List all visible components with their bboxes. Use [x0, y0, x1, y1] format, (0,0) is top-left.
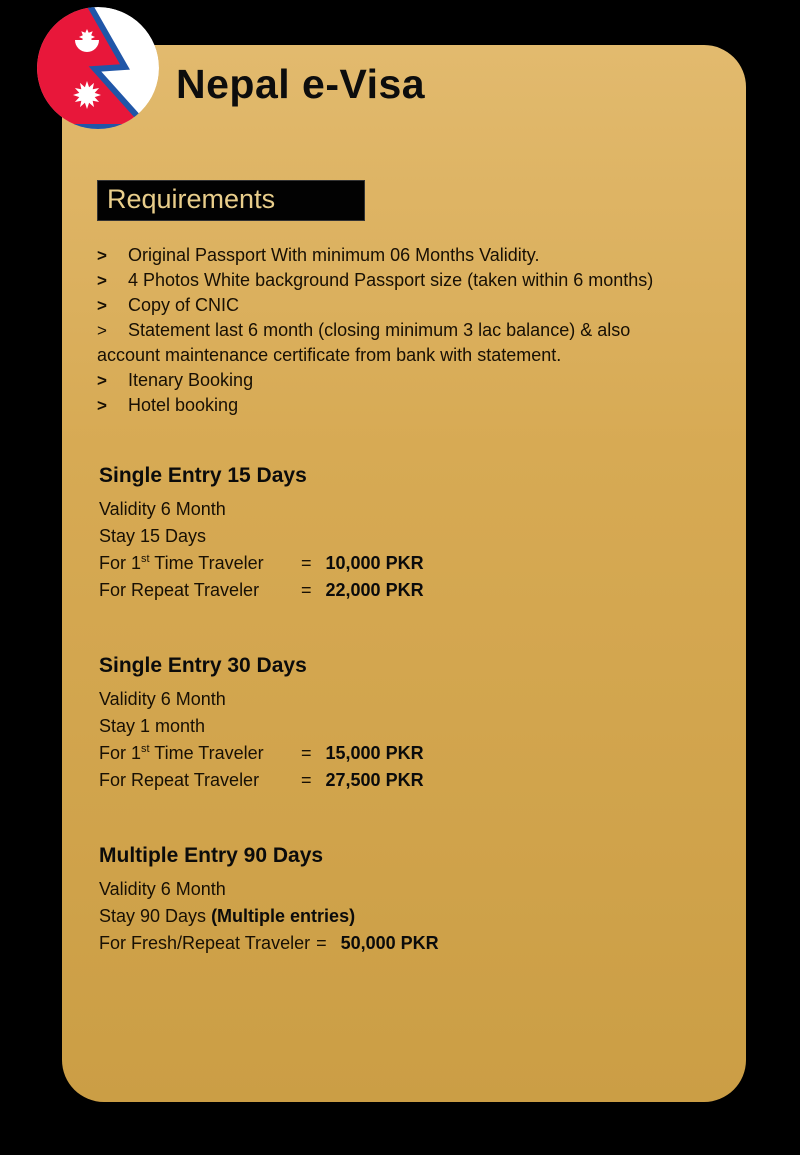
- requirement-text: Statement last 6 month (closing minimum 3 lac balance) & also: [128, 320, 631, 340]
- price-value: 50,000 PKR: [340, 933, 439, 953]
- ordinal-suffix: st: [141, 553, 150, 565]
- requirement-text: Original Passport With minimum 06 Months Validity.: [128, 245, 540, 265]
- price-value: 22,000 PKR: [325, 580, 424, 600]
- bullet-marker: >: [97, 396, 107, 415]
- price-label: For 1st Time Traveler: [99, 743, 264, 763]
- bullet-marker: >: [97, 296, 107, 315]
- plan-stay: Stay 1 month: [99, 716, 206, 736]
- bullet-marker: >: [97, 246, 107, 265]
- plan-validity: Validity 6 Month: [99, 499, 226, 519]
- requirement-item: [97, 243, 711, 268]
- bullet-marker: >: [97, 321, 107, 340]
- plan-title: Single Entry 15 Days: [99, 464, 307, 487]
- price-row: [99, 550, 721, 577]
- requirement-item: [97, 293, 711, 318]
- requirement-item: [97, 318, 711, 343]
- requirement-text: 4 Photos White background Passport size (taken within 6 months): [128, 270, 654, 290]
- price-label: For Repeat Traveler: [99, 580, 260, 600]
- equals-sign: =: [301, 553, 312, 573]
- plan-multiple-entry-90-days: [99, 844, 721, 957]
- price-value: 15,000 PKR: [325, 743, 424, 763]
- plan-single-entry-30-days: [99, 654, 721, 794]
- price-value: 10,000 PKR: [325, 553, 424, 573]
- requirements-list: [97, 243, 711, 418]
- requirement-continuation: account maintenance certificate from bank with statement.: [97, 345, 562, 365]
- plan-title: Multiple Entry 90 Days: [99, 844, 324, 867]
- equals-sign: =: [301, 580, 312, 600]
- plan-validity: Validity 6 Month: [99, 879, 226, 899]
- price-label: For 1st Time Traveler: [99, 553, 264, 573]
- price-label: For Fresh/Repeat Traveler: [99, 933, 311, 953]
- plan-stay: Stay 15 Days: [99, 526, 207, 546]
- price-row: [99, 767, 721, 794]
- price-row: [99, 930, 721, 957]
- visa-info-card: [62, 45, 746, 1102]
- price-label: For Repeat Traveler: [99, 770, 260, 790]
- requirement-item: [97, 393, 711, 418]
- equals-sign: =: [301, 743, 312, 763]
- requirement-item: [97, 368, 711, 393]
- requirement-text: Copy of CNIC: [128, 295, 240, 315]
- plan-stay: Stay 90 Days (Multiple entries): [99, 906, 356, 926]
- multiple-entries-note: (Multiple entries): [211, 906, 356, 926]
- plan-single-entry-15-days: [99, 464, 721, 604]
- requirement-text: Hotel booking: [128, 395, 239, 415]
- nepal-flag-icon: [37, 7, 159, 129]
- ordinal-suffix: st: [141, 743, 150, 755]
- price-row: [99, 740, 721, 767]
- requirements-heading: Requirements: [107, 183, 276, 214]
- visa-plans: [99, 464, 721, 957]
- plan-validity: Validity 6 Month: [99, 689, 226, 709]
- requirement-item: [97, 268, 711, 293]
- price-value: 27,500 PKR: [325, 770, 424, 790]
- price-row: [99, 577, 721, 604]
- plan-title: Single Entry 30 Days: [99, 654, 307, 677]
- equals-sign: =: [316, 933, 327, 953]
- bullet-marker: >: [97, 271, 107, 290]
- bullet-marker: >: [97, 371, 107, 390]
- equals-sign: =: [301, 770, 312, 790]
- requirements-banner: [97, 180, 365, 221]
- requirement-text: Itenary Booking: [128, 370, 254, 390]
- page-title: Nepal e-Visa: [176, 61, 426, 107]
